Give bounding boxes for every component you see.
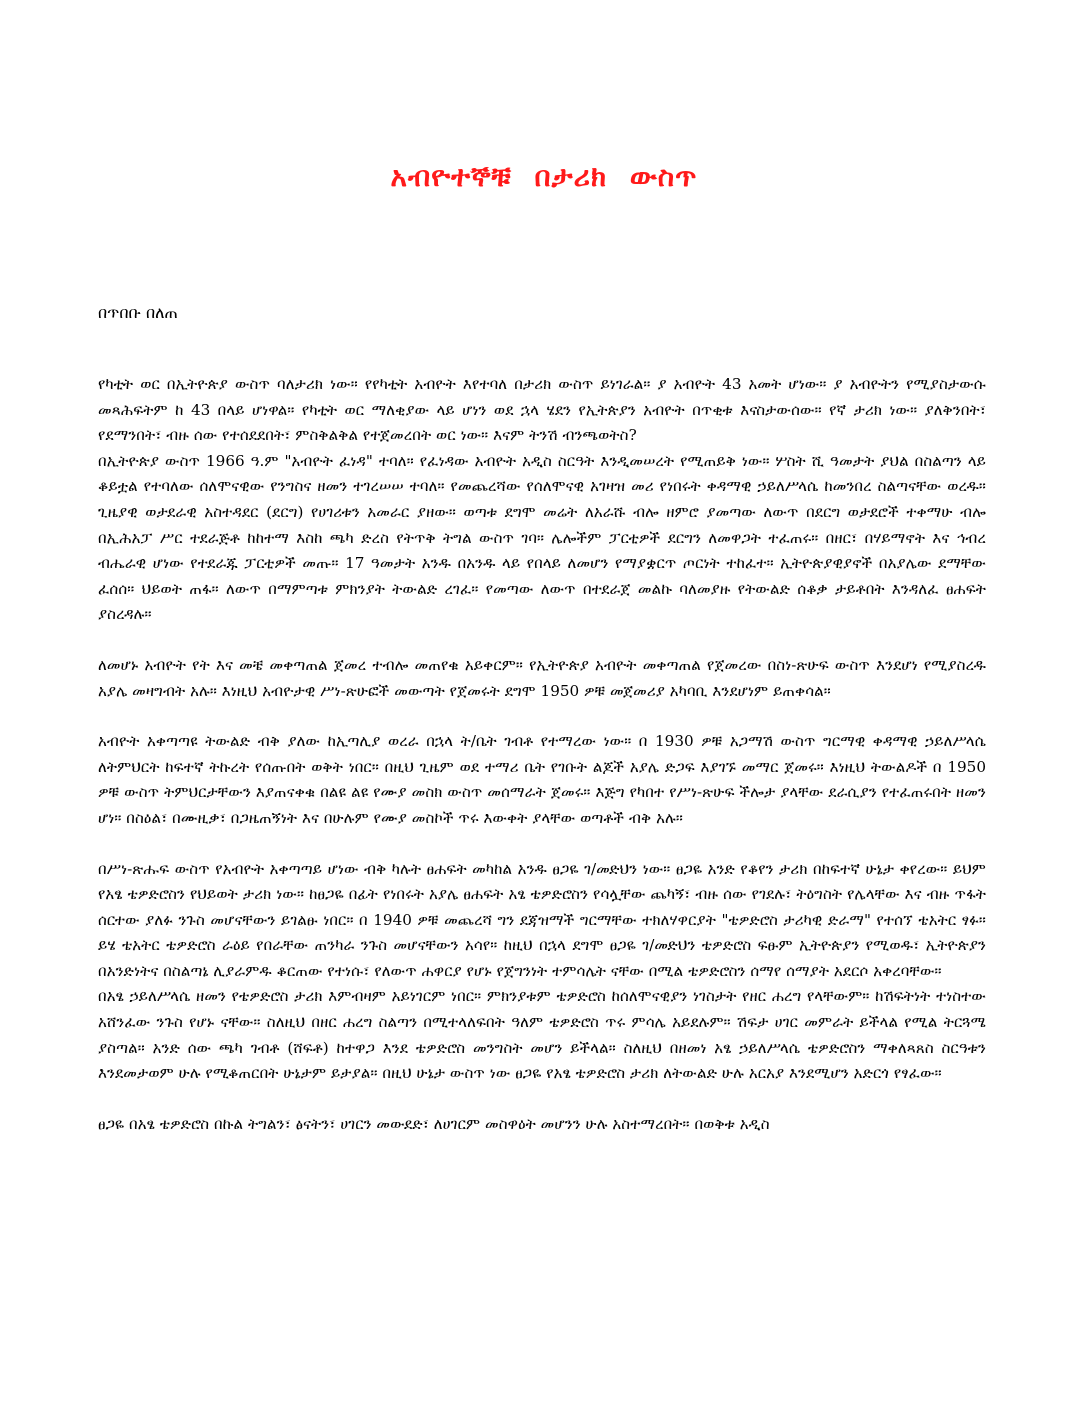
paragraph: አብዮት አቀጣጣዩ ትውልድ ብቅ ያለው ከኢጣሊያ ወረራ በኋላ ት/ቤት ገብቶ የተማረው ነው። በ 1930 ዎቹ አጋማሽ ውስጥ ግርማዊ ቀዳማዊ ኃይለሥላሴ ለትምህርት ከፍተኛ ትኩረት የሰጡበት ወቅት ነበር። በዚህ ጊዜም ወደ ተማሪ ቤት የገቡት ልጆች አያሌ ድጋፍ እያገኙ መማር ጀመሩ። እነዚህ ትውልዶች በ 1950 ዎቹ ውስጥ ትምህርታቸውን እያጠናቀቁ በልዩ ልዩ የሙያ መስክ ውስጥ መሰማራት ጀመሩ። እጅግ የካበተ የሥነ-ጽሁፍ ችሎታ ያላቸው ደራሲያን የተፈጠሩበት ዘመን ሆነ። በስዕል፣ በሙዚቃ፣ በጋዜጠኝነት እና በሁሉም የሙያ መስኮች ጥሩ እውቀት ያላቸው ወጣቶች ብቅ አሉ። — [98, 732, 986, 827]
paragraph: በኢትዮጵያ ውስጥ 1966 ዓ.ም "አብዮት ፈነዳ" ተባለ። የፈነዳው አብዮት አዲስ ስርዓት እንዲመሠረት የሚጠይቅ ነው። ሦስት ሺ ዓመታት ያህል በስልጣን ላይ ቆይቷል የተባለው ሰለሞናዊው የንግስና ዘመን ተገረሠሠ ተባለ። የመጨረሻው የሰለሞናዊ አገዛዝ መሪ የነበሩት ቀዳማዊ ኃይለሥላሴ ከመንበረ ስልጣናቸው ወረዱ። ጊዜያዊ ወታደራዊ አስተዳደር (ደርግ) የሀገሪቱን አመራር ያዘው። ወጣቱ ደግሞ መሬት ለአራሹ ብሎ ዘምሮ ያመጣው ለውጥ በደርግ ወታደሮች ተቀማሁ ብሎ በኢሕአፓ ሥር ተደራጅቶ ከከተማ እስከ ጫካ ድረስ የትጥቅ ትግል ውስጥ ገባ። ሌሎችም ፓርቲዎች ደርግን ለመዋጋት ተፈጠሩ። በዘር፣ በሃይማኖት እና ኅብረ ብሔራዊ ሆነው የተደራጁ ፓርቲዎች መጡ። 17 ዓመታት አንዱ በአንዱ ላይ የበላይ ለመሆን የማያቋርጥ ጦርነት ተከፈተ። ኢትዮጵያዊያኖች በአያሌው ደማቸው ፈሰሰ። ህይወት ጠፋ። ለውጥ በማምጣቱ ምክንያት ትውልድ ረገፈ። የመጣው ለውጥ በተደራጀ መልኩ ባለመያዙ የትውልድ ሰቆቃ ታይቶበት እንዳለፈ ፀሐፍት ያስረዳሉ። — [98, 451, 986, 624]
paragraph: በአፄ ኃይለሥላሴ ዘመን የቴዎድሮስ ታሪክ እምብዛም አይነገርም ነበር። ምክንያቱም ቴዎድሮስ ከሰለሞናዊያን ነገስታት የዘር ሐረግ የላቸውም። ከሽፍትነት ተነስተው አሸንፈው ንጉስ የሆኑ ናቸው። ስለዚህ በዘር ሐረግ ስልጣን በሚተላለፍበት ዓለም ቴዎድሮስ ጥሩ ምሳሌ አይደሉም። ሽፍታ ሀገር መምራት ይችላል የሚል ትርጓሜ ያስጣል። አንድ ሰው ጫካ ገብቶ (ሸፍቶ) ከተዋጋ እንደ ቴዎድሮስ መንግስት መሆን ይችላል። ስለዚህ በዘመነ አፄ ኃይለሥላሴ ቴዎድሮስን ማቀለጻጸስ ስርዓቱን እንደመታወም ሁሉ የሚቆጠርበት ሁኔታም ይታያል። በዚህ ሁኔታ ውስጥ ነው ፀጋዬ የአፄ ቴዎድሮስ ታሪክ ለትውልድ ሁሉ አርአያ እንደሚሆን አድርጎ የፃፈው። — [98, 987, 986, 1083]
paragraph: ፀጋዬ በአፄ ቴዎድሮስ በኩል ትግልን፣ ፅናትን፣ ሀገርን መውደድ፣ ለሀገርም መስዋዕት መሆንን ሁሉ አስተማረበት። በወቅቱ አዲስ — [98, 1114, 770, 1133]
paragraph: ለመሆኑ አብዮት የት እና መቼ መቀጣጠል ጀመረ ተብሎ መጠየቁ አይቀርም። የኢትዮጵያ አብዮት መቀጣጠል የጀመረው በስነ-ጽሁፍ ውስጥ እንደሆነ የሚያስረዱ አያሌ መዛግብት አሉ። እነዚህ አብዮታዊ ሥነ-ጽሁፎች መውጣት የጀመሩት ደግሞ 1950 ዎቹ መጀመሪያ አካባቢ እንደሆነም ይጠቀሳል። — [98, 655, 986, 700]
document-title: አብዮተኞቹ በታሪክ ውስጥ — [390, 160, 698, 193]
paragraph: በሥነ-ጽሑፍ ውስጥ የአብዮት አቀጣጣይ ሆነው ብቅ ካሉት ፀሐፍት መካከል አንዱ ፀጋዬ ገ/መድህን ነው። ፀጋዬ አንድ የቆየን ታሪክ በከፍተኛ ሁኔታ ቀየረው። ይህም የአፄ ቴዎድሮስን የህይወት ታሪክ ነው። ከፀጋዬ በፊት የነበሩት አያሌ ፀሐፍት አፄ ቴዎድሮስን የሳሏቸው ጨካኝ፣ ብዙ ሰው የገደሉ፣ ትዕግስት የሌላቸው እና ብዙ ጥፋት ሰርተው ያለፉ ንጉስ መሆናቸውን ይገልፁ ነበር። በ 1940 ዎቹ መጨረሻ ግን ደጃዝማች ግርማቸው ተክለሃዋርያት "ቴዎድሮስ ታሪካዊ ድራማ" የተሰኘ ቴአትር ፃፉ። ይሄ ቴአትር ቴዎድሮስ ራዕይ የበራቸው ጠንካራ ንጉስ መሆናቸውን አሳየ። ከዚህ በኋላ ደግሞ ፀጋዬ ገ/መድህን ቴዎድሮስ ፍፁም ኢትዮጵያን የሚወዱ፣ ኢትዮጵያን በአንድነትና በስልጣኔ ሊያራምዱ ቆርጠው የተነሱ፣ የለውጥ ሐዋርያ የሆኑ የጀግንነት ተምሳሌት ናቸው በሚል ቴዎድሮስን ሰማየ ሰማያት አደርሶ አቀረባቸው። — [98, 859, 986, 980]
author-byline: በጥበቡ በለጠ — [98, 303, 178, 322]
article-body — [98, 372, 986, 1137]
paragraph: የካቲት ወር በኢትዮጵያ ውስጥ ባለታሪክ ነው። የየካቲት አብዮት እየተባለ በታሪክ ውስጥ ይነገራል። ያ አብዮት 43 አመት ሆነው። ያ አብዮትን የሚያስታውሱ መጻሕፍትም ከ 43 በላይ ሆነዋል። የካቲት ወር ማለቂያው ላይ ሆነን ወደ ኋላ ሄደን የኢትጵያን አብዮት በጥቂቱ እናስታውሰው። የኛ ታሪክ ነው። ያለቅንበት፣ የደማንበት፣ ብዙ ሰው የተሰደደበት፣ ምስቅልቅል የተጀመረበት ወር ነው። እናም ትንሽ ብንጫወትስ? — [98, 375, 986, 445]
